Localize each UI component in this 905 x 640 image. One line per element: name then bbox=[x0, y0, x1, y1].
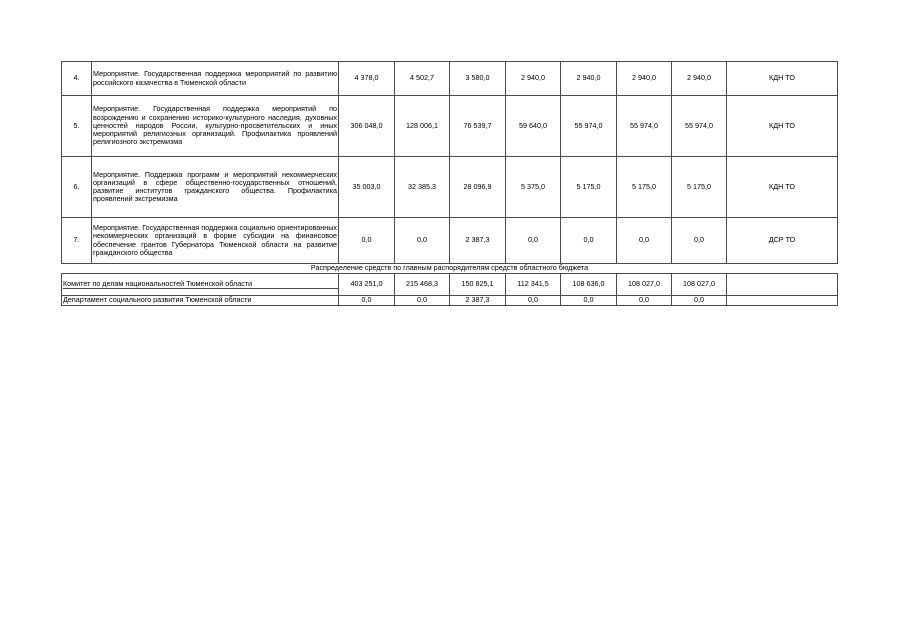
value-cell: 0,0 bbox=[395, 218, 450, 264]
value-cell: 76 539,7 bbox=[450, 96, 506, 157]
org-value-cell: 403 251,0 bbox=[339, 274, 395, 296]
value-cell: 2 940,0 bbox=[672, 62, 727, 96]
row-index: 4. bbox=[62, 62, 92, 96]
org-empty-cell bbox=[727, 274, 838, 296]
value-cell: 0,0 bbox=[506, 218, 561, 264]
value-cell: 2 940,0 bbox=[617, 62, 672, 96]
row-index: 7. bbox=[62, 218, 92, 264]
org-row bbox=[62, 296, 838, 306]
org-empty-cell bbox=[727, 296, 838, 306]
distribution-title-row bbox=[62, 264, 838, 274]
org-name: Комитет по делам национальностей Тюменской области bbox=[63, 280, 339, 289]
org-value-cell: 0,0 bbox=[617, 296, 672, 306]
value-cell: 3 580,0 bbox=[450, 62, 506, 96]
org-value-cell: 0,0 bbox=[395, 296, 450, 306]
value-cell: 0,0 bbox=[672, 218, 727, 264]
value-cell: 5 375,0 bbox=[506, 157, 561, 218]
value-cell: 59 640,0 bbox=[506, 96, 561, 157]
org-value-cell: 108 636,0 bbox=[561, 274, 617, 296]
org-value-cell: 108 027,0 bbox=[672, 274, 727, 296]
value-cell: 2 940,0 bbox=[506, 62, 561, 96]
value-cell: 5 175,0 bbox=[672, 157, 727, 218]
budget-table bbox=[61, 61, 838, 306]
table-row bbox=[62, 96, 838, 157]
org-value-cell: 0,0 bbox=[339, 296, 395, 306]
org-value-cell: 108 027,0 bbox=[617, 274, 672, 296]
row-description: Мероприятие. Поддержка программ и мероприятий некоммерческих организаций в сфере общественно-государственных отношений, развитие институтов гражданского общества. Профилактика проявлений экстремизма bbox=[92, 157, 339, 218]
value-cell: 5 175,0 bbox=[561, 157, 617, 218]
distribution-title: Распределение средств по главным распорядителям средств областного бюджета bbox=[62, 264, 838, 274]
row-description: Мероприятие. Государственная поддержка мероприятий по развитию российского казачества в Тюменской области bbox=[92, 62, 339, 96]
page-mark: . bbox=[61, 60, 63, 66]
value-cell: 5 175,0 bbox=[617, 157, 672, 218]
org-value-cell: 112 341,5 bbox=[506, 274, 561, 296]
value-cell: 2 940,0 bbox=[561, 62, 617, 96]
value-cell: 28 096,9 bbox=[450, 157, 506, 218]
org-row bbox=[62, 274, 838, 296]
value-cell: 306 048,0 bbox=[339, 96, 395, 157]
row-description: Мероприятие. Государственная поддержка мероприятий по возрождению и сохранению историко-культурного наследия, духовных ценностей народов России, культурно-просветительских и иных мероприятий религиозных организаций. Профилактика проявлений религиозного экстремизма bbox=[92, 96, 339, 157]
value-cell: 128 006,1 bbox=[395, 96, 450, 157]
value-cell: 55 974,0 bbox=[617, 96, 672, 157]
value-cell: 4 502,7 bbox=[395, 62, 450, 96]
table-row bbox=[62, 62, 838, 96]
value-cell: 35 003,0 bbox=[339, 157, 395, 218]
value-cell: 0,0 bbox=[617, 218, 672, 264]
value-cell: 0,0 bbox=[339, 218, 395, 264]
table-row bbox=[62, 157, 838, 218]
responsible-cell: КДН ТО bbox=[727, 157, 838, 218]
value-cell: 55 974,0 bbox=[561, 96, 617, 157]
row-description: Мероприятие. Государственная поддержка социально ориентированных некоммерческих организаций в форме субсидии на финансовое обеспечение грантов Губернатора Тюменской области на развитие гражданского общества bbox=[92, 218, 339, 264]
value-cell: 2 387,3 bbox=[450, 218, 506, 264]
org-name-cell: Департамент социального развития Тюменской области bbox=[62, 296, 339, 306]
org-value-cell: 215 468,3 bbox=[395, 274, 450, 296]
value-cell: 55 974,0 bbox=[672, 96, 727, 157]
org-value-cell: 0,0 bbox=[561, 296, 617, 306]
value-cell: 4 378,0 bbox=[339, 62, 395, 96]
responsible-cell: КДН ТО bbox=[727, 62, 838, 96]
responsible-cell: ДСР ТО bbox=[727, 218, 838, 264]
org-value-cell: 150 825,1 bbox=[450, 274, 506, 296]
org-value-cell: 0,0 bbox=[506, 296, 561, 306]
org-value-cell: 2 387,3 bbox=[450, 296, 506, 306]
org-value-cell: 0,0 bbox=[672, 296, 727, 306]
value-cell: 32 385,3 bbox=[395, 157, 450, 218]
table-row bbox=[62, 218, 838, 264]
row-index: 5. bbox=[62, 96, 92, 157]
row-index: 6. bbox=[62, 157, 92, 218]
responsible-cell: КДН ТО bbox=[727, 96, 838, 157]
value-cell: 0,0 bbox=[561, 218, 617, 264]
org-name-cell bbox=[62, 274, 339, 296]
